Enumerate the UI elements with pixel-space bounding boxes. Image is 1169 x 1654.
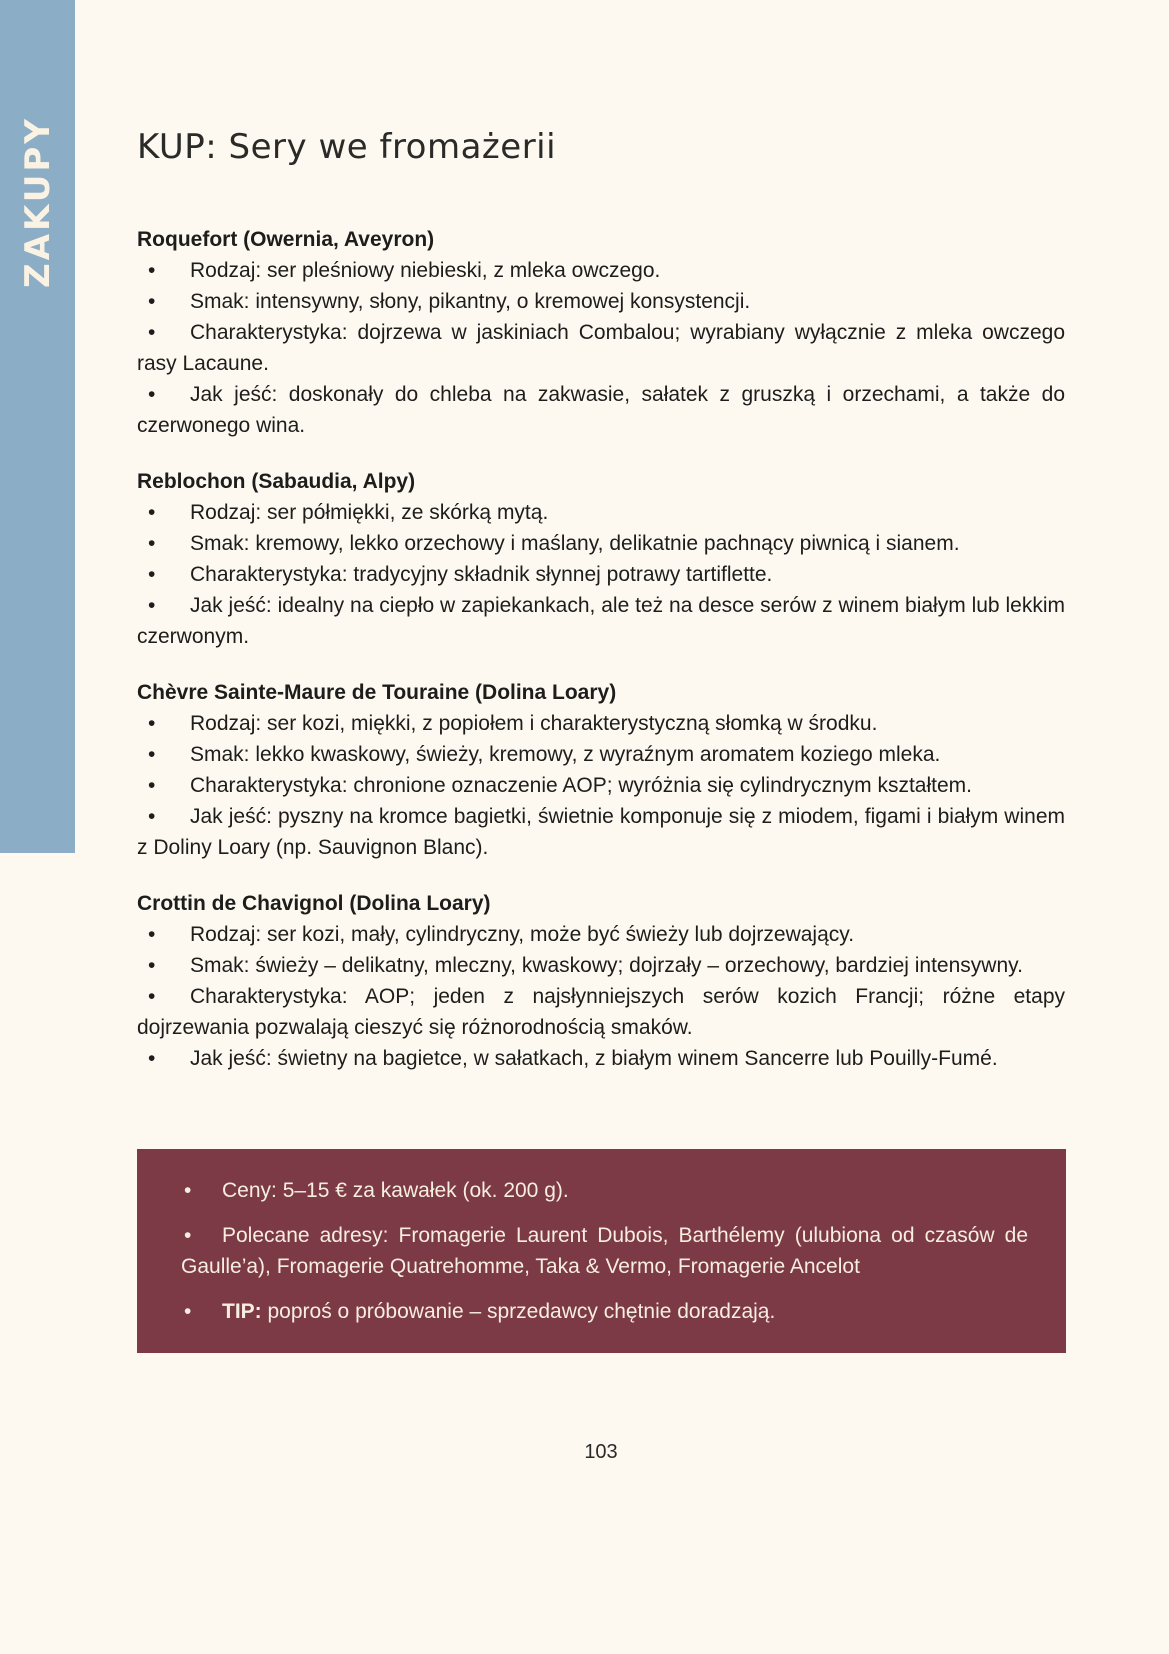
bullet-icon: •	[148, 594, 156, 617]
bullet-text: Charakterystyka: tradycyjny składnik słynnej potrawy tartiflette.	[190, 563, 773, 586]
cheese-section-chevre	[137, 677, 1065, 863]
bullet-text: Rodzaj: ser kozi, miękki, z popiołem i charakterystyczną słomką w środku.	[190, 712, 878, 735]
bullet-icon: •	[148, 501, 156, 524]
info-box-item-prices	[181, 1175, 1028, 1206]
cheese-name-heading: Chèvre Sainte-Maure de Touraine (Dolina Loary)	[137, 681, 617, 704]
bullet-icon: •	[148, 805, 156, 828]
bullet-item	[137, 286, 1065, 317]
bullet-icon: •	[148, 321, 156, 344]
cheese-name-heading: Roquefort (Owernia, Aveyron)	[137, 228, 435, 251]
bullet-item	[137, 1043, 1065, 1074]
bullet-icon: •	[184, 1300, 192, 1323]
bullet-icon: •	[148, 259, 156, 282]
bullet-text: Smak: kremowy, lekko orzechowy i maślany, delikatnie pachnący piwnicą i sianem.	[190, 532, 960, 555]
bullet-text: Smak: intensywny, słony, pikantny, o kremowej konsystencji.	[190, 290, 751, 313]
bullet-item	[137, 317, 1065, 379]
cheese-section-roquefort	[137, 224, 1065, 441]
bullet-icon: •	[148, 743, 156, 766]
bullet-item	[137, 801, 1065, 863]
bullet-item	[137, 919, 1065, 950]
bullet-text: Jak jeść: pyszny na kromce bagietki, świetnie komponuje się z miodem, figami i białym winem z Doliny Loary (np. Sauvignon Blanc).	[137, 805, 1065, 859]
bullet-icon: •	[148, 985, 156, 1008]
bullet-icon: •	[148, 774, 156, 797]
chapter-tab	[0, 0, 75, 853]
bullet-item	[137, 708, 1065, 739]
info-box-item-text: Ceny: 5–15 € za kawałek (ok. 200 g).	[222, 1179, 569, 1202]
cheese-name-heading: Reblochon (Sabaudia, Alpy)	[137, 470, 416, 493]
bullet-item	[137, 255, 1065, 286]
info-box-item-text: poproś o próbowanie – sprzedawcy chętnie doradzają.	[261, 1300, 776, 1323]
page-number: 103	[584, 1441, 618, 1463]
bullet-item	[137, 770, 1065, 801]
bullet-text: Jak jeść: doskonały do chleba na zakwasie, sałatek z gruszką i orzechami, a także do czerwonego wina.	[137, 383, 1065, 437]
info-box-item-addresses	[181, 1220, 1028, 1282]
page-title: KUP: Sery we fromażerii	[137, 127, 557, 167]
bullet-icon: •	[148, 563, 156, 586]
bullet-icon: •	[148, 383, 156, 406]
bullet-icon: •	[148, 1047, 156, 1070]
bullet-icon: •	[148, 290, 156, 313]
bullet-text: Smak: lekko kwaskowy, świeży, kremowy, z wyraźnym aromatem koziego mleka.	[190, 743, 941, 766]
bullet-text: Jak jeść: idealny na ciepło w zapiekankach, ale też na desce serów z winem białym lub lekkim czerwonym.	[137, 594, 1065, 648]
info-box-item-tip	[181, 1296, 1028, 1327]
cheese-name-heading: Crottin de Chavignol (Dolina Loary)	[137, 892, 491, 915]
bullet-icon: •	[148, 954, 156, 977]
info-box	[137, 1149, 1066, 1353]
bullet-text: Rodzaj: ser pleśniowy niebieski, z mleka owczego.	[190, 259, 661, 282]
cheese-section-crottin	[137, 888, 1065, 1074]
bullet-text: Charakterystyka: AOP; jeden z najsłynniejszych serów kozich Francji; różne etapy dojrzewania pozwalają cieszyć się różnorodnością smaków.	[137, 985, 1065, 1039]
bullet-icon: •	[148, 532, 156, 555]
bullet-item	[137, 497, 1065, 528]
info-box-item-text: Polecane adresy: Fromagerie Laurent Dubois, Barthélemy (ulubiona od czasów de Gaulle’a), Fromagerie Quatrehomme, Taka & Vermo, Fromagerie Ancelot	[181, 1224, 1028, 1278]
info-box-item-label: TIP:	[222, 1300, 262, 1323]
bullet-icon: •	[148, 712, 156, 735]
bullet-text: Charakterystyka: dojrzewa w jaskiniach Combalou; wyrabiany wyłącznie z mleka owczego rasy Lacaune.	[137, 321, 1065, 375]
bullet-item	[137, 379, 1065, 441]
chapter-tab-label: ZAKUPY	[18, 116, 58, 288]
bullet-item	[137, 981, 1065, 1043]
cheese-section-reblochon	[137, 466, 1065, 652]
bullet-icon: •	[148, 923, 156, 946]
bullet-icon: •	[184, 1224, 192, 1247]
bullet-text: Rodzaj: ser półmiękki, ze skórką mytą.	[190, 501, 549, 524]
bullet-text: Smak: świeży – delikatny, mleczny, kwaskowy; dojrzały – orzechowy, bardziej intensywny.	[190, 954, 1023, 977]
bullet-icon: •	[184, 1179, 192, 1202]
bullet-text: Charakterystyka: chronione oznaczenie AOP; wyróżnia się cylindrycznym kształtem.	[190, 774, 972, 797]
bullet-text: Jak jeść: świetny na bagietce, w sałatkach, z białym winem Sancerre lub Pouilly-Fumé.	[190, 1047, 998, 1070]
bullet-item	[137, 739, 1065, 770]
bullet-text: Rodzaj: ser kozi, mały, cylindryczny, może być świeży lub dojrzewający.	[190, 923, 855, 946]
bullet-item	[137, 590, 1065, 652]
bullet-item	[137, 950, 1065, 981]
bullet-item	[137, 559, 1065, 590]
main-content	[137, 0, 1065, 1464]
bullet-item	[137, 528, 1065, 559]
